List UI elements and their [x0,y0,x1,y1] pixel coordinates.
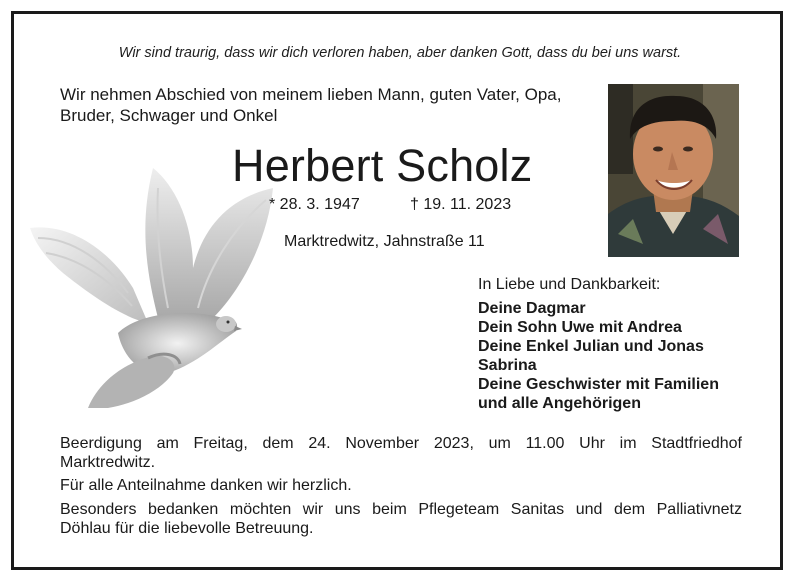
intro-line-1: Wir nehmen Abschied von meinem lieben Mann, guten Vater, Opa, [60,85,562,104]
thanks-all-text: Für alle Anteilnahme danken wir herzlich. [60,477,352,494]
mourner-line: Deine Enkel Julian und Jonas [478,338,704,355]
deceased-address: Marktredwitz, Jahnstraße 11 [284,233,485,250]
mourner-line: Deine Dagmar [478,300,586,317]
birth-date: * 28. 3. 1947 [269,196,360,213]
funeral-line-2: Marktredwitz. [60,454,156,471]
funeral-line-1: Beerdigung am Freitag, dem 24. November 2023, um 11.00 Uhr im Stadtfriedhof [60,435,742,452]
intro-text [60,84,600,126]
mourner-line: Sabrina [478,357,537,374]
funeral-info [60,434,742,472]
special-thanks-line-1: Besonders bedanken möchten wir uns beim Pflegeteam Sanitas und dem Palliativnetz [60,501,742,518]
intro-line-2: Bruder, Schwager und Onkel [60,106,278,125]
death-date: † 19. 11. 2023 [410,196,512,213]
deceased-name: Herbert Scholz [232,140,533,191]
mourners-heading: In Liebe und Dankbarkeit: [478,276,661,293]
mourner-line: Deine Geschwister mit Familien [478,376,719,393]
mourners-list [478,299,778,413]
special-thanks [60,500,742,538]
motto-text: Wir sind traurig, dass wir dich verloren haben, aber danken Gott, dass du bei uns warst. [118,45,682,61]
special-thanks-line-2: Döhlau für die liebevolle Betreuung. [60,520,314,537]
mourner-line: Dein Sohn Uwe mit Andrea [478,319,682,336]
dove-image [28,168,280,408]
mourner-line: und alle Angehörigen [478,395,641,412]
portrait-photo [608,84,739,257]
